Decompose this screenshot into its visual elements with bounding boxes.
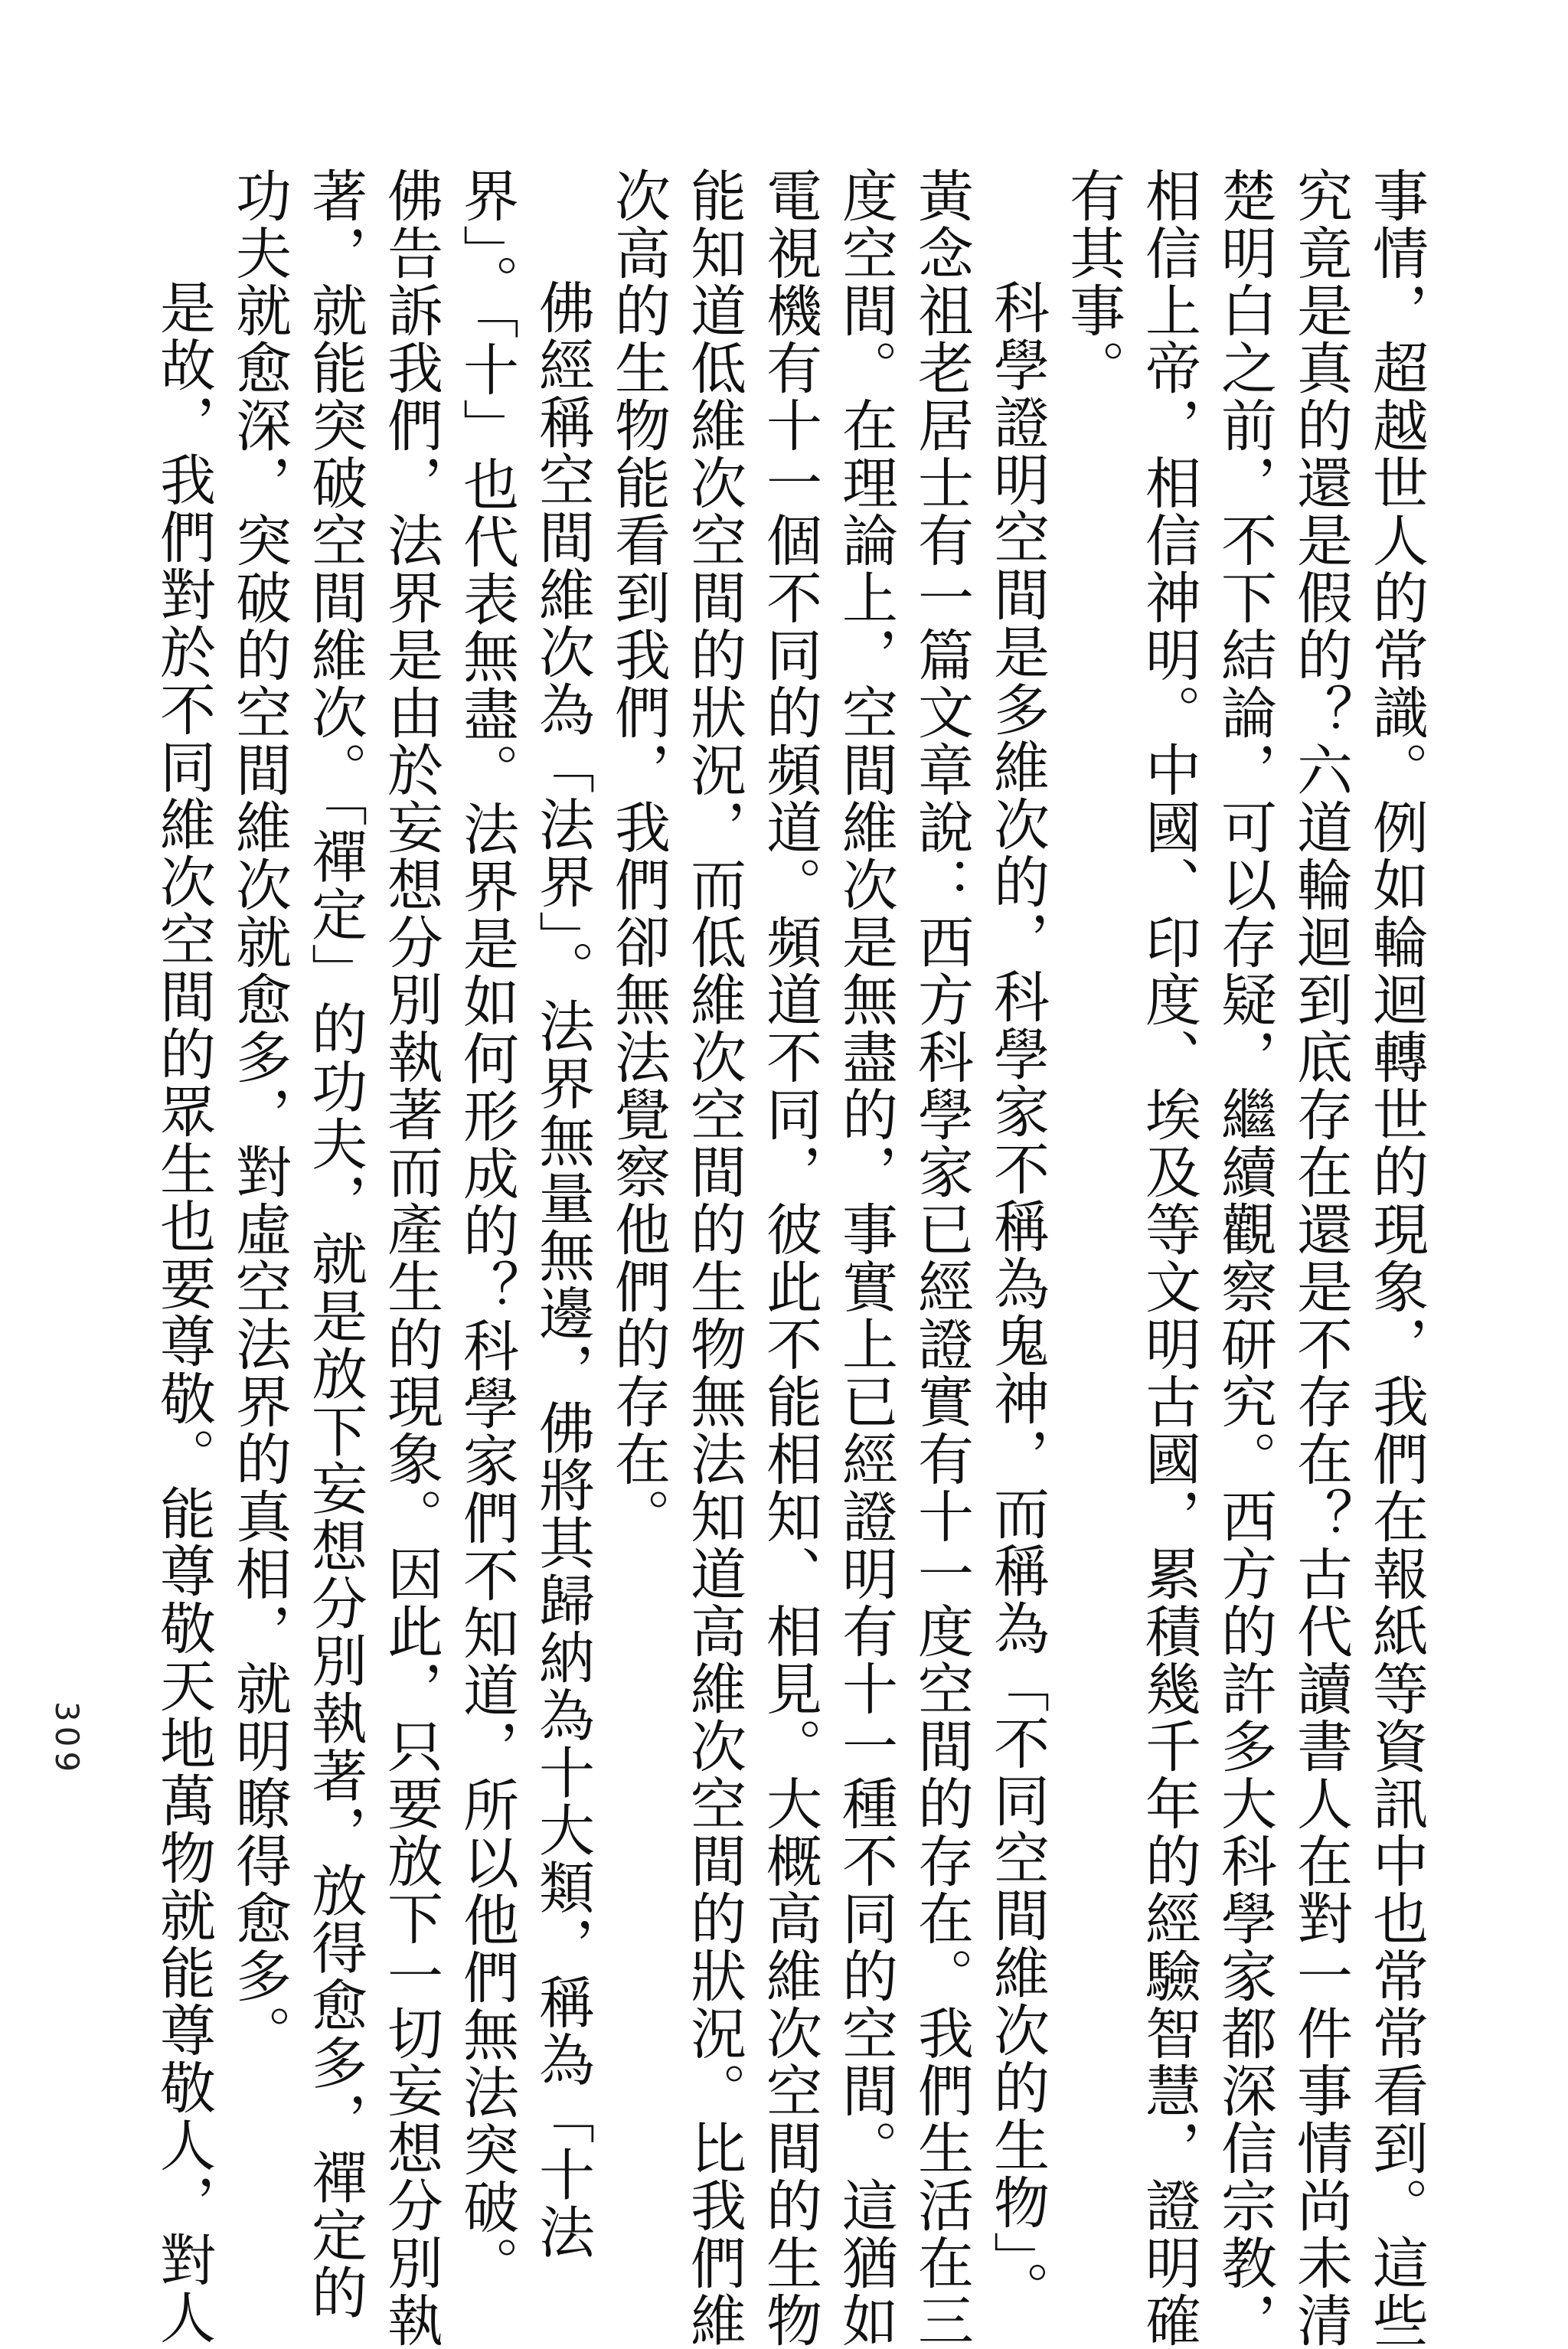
text-column-15: 著，就能突破空間維次。「禪定」的功夫，就是放下妄想分別執著，放得愈多，禪定的: [302, 167, 367, 2321]
text-column-2: 究竟是真的還是假的？六道輪迴到底存在還是不存在？古代讀書人在對一件事情尚未清: [1287, 167, 1352, 2349]
text-column-10: 能知道低維次空間的狀況，而低維次空間的生物無法知道高維次空間的狀況。比我們維: [681, 167, 746, 2349]
text-column-3: 楚明白之前，不下結論，可以存疑，繼續觀察研究。西方的許多大科學家都深信宗教，: [1211, 167, 1276, 2349]
body-text: [145, 167, 1433, 2349]
text-column-16: 功夫就愈深，突破的空間維次就愈多，對虛空法界的真相，就明瞭得愈多。: [226, 167, 291, 2062]
text-column-4: 相信上帝，相信神明。中國、印度、埃及等文明古國，累積幾千年的經驗智慧，證明確: [1135, 167, 1200, 2349]
text-column-11: 次高的生物能看到我們，我們卻無法覺察他們的存在。: [605, 167, 670, 1545]
text-column-13: 界」。「十」也代表無盡。法界是如何形成的？科學家們不知道，所以他們無法突破。: [453, 167, 518, 2293]
text-column-14: 佛告訴我們，法界是由於妄想分別執著而產生的現象。因此，只要放下一切妄想分別執: [377, 167, 443, 2349]
text-column-5: 有其事。: [1060, 167, 1125, 397]
page-number: 309: [48, 1701, 86, 1777]
text-column-1: 事情，超越世人的常識。例如輪迴轉世的現象，我們在報紙等資訊中也常常看到。這些: [1363, 167, 1428, 2349]
text-column-12: 佛經稱空間維次為「法界」。法界無量無邊，佛將其歸納為十大類，稱為「十法: [529, 279, 594, 2261]
text-column-17: 是故，我們對於不同維次空間的眾生也要尊敬。能尊敬天地萬物就能尊敬人，對人: [150, 279, 215, 2346]
text-column-8: 度空間。在理論上，空間維次是無盡的，事實上已經證明有十一種不同的空間。這猶如: [832, 167, 897, 2349]
text-column-9: 電視機有十一個不同的頻道。頻道不同，彼此不能相知、相見。大概高維次空間的生物: [756, 167, 822, 2349]
text-column-6: 科學證明空間是多維次的，科學家不稱為鬼神，而稱為「不同空間維次的生物」。: [984, 279, 1049, 2318]
text-column-7: 黃念祖老居士有一篇文章說：西方科學家已經證實有十一度空間的存在。我們生活在三: [908, 167, 973, 2349]
